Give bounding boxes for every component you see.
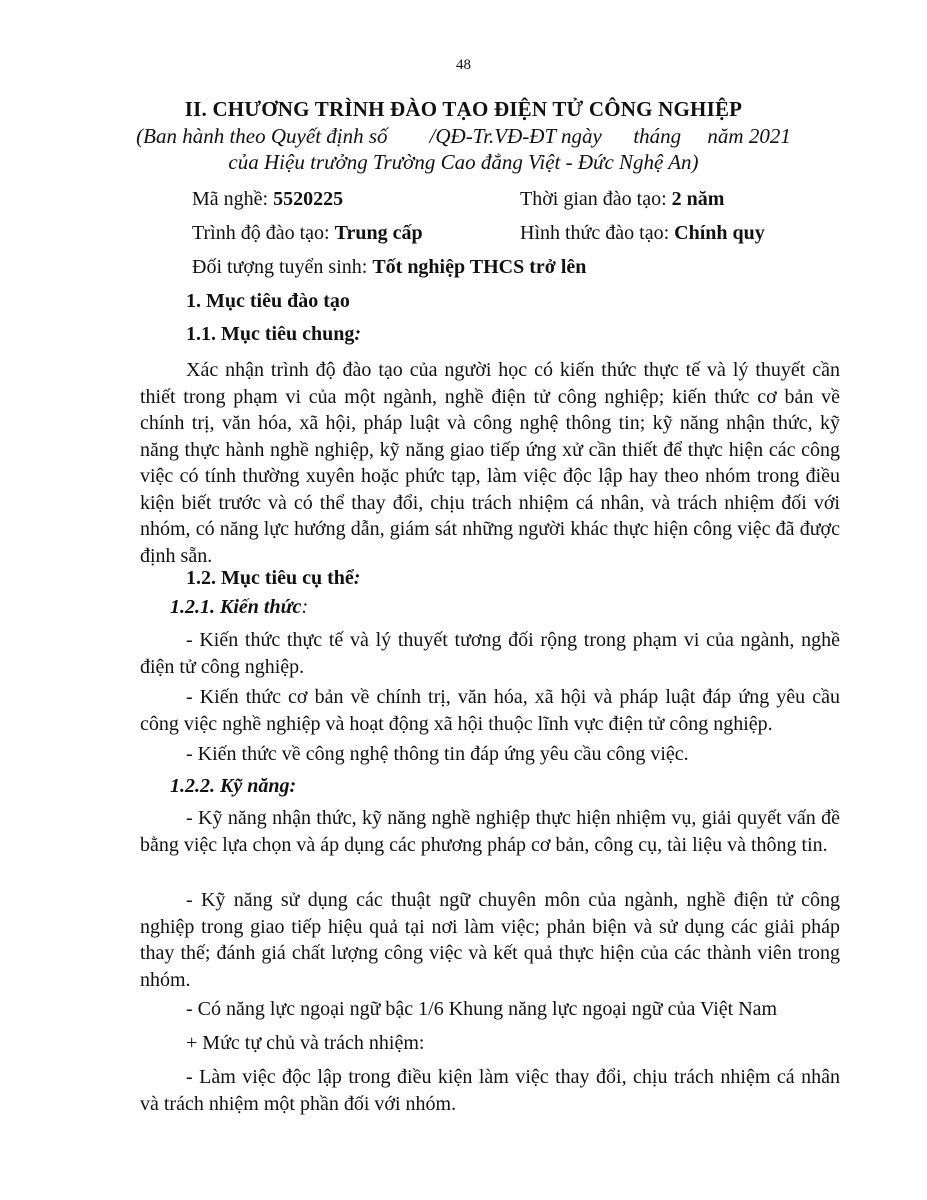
section-1-1-paragraph: Xác nhận trình độ đào tạo của người học có kiến thức thực tế và lý thuyết cần thiết trong phạm vi của một ngành, nghề điện tử công nghiệp; kiến thức cơ bản về chính trị, văn hóa, xã hội, pháp luật và công nghệ thông tin; kỹ năng nhận thức, kỹ năng thực hành nghề nghiệp, kỹ năng giao tiếp ứng xử cần thiết để thực hiện các công việc có tính thường xuyên hoặc phức tạp, làm việc độc lập hay theo nhóm trong điều kiện biết trước và có thể thay đổi, chịu trách nhiệm cá nhân, và trách nhiệm đối với nhóm, có năng lực hướng dẫn, giám sát những người khác thực hiện công việc đã được định sẵn. <box>140 359 840 567</box>
skill-item: - Kỹ năng nhận thức, kỹ năng nghề nghiệp thực hiện nhiệm vụ, giải quyết vấn đề bằng việc lựa chọn và áp dụng các phương pháp cơ bản, công cụ, tài liệu và thông tin. <box>140 807 840 856</box>
issued-by-line-1: (Ban hành theo Quyết định số /QĐ-Tr.VĐ-ĐT ngày tháng năm 2021 <box>136 124 791 148</box>
training-duration-value: 2 năm <box>671 188 725 210</box>
admission-target <box>192 256 586 279</box>
page-number: 48 <box>456 57 471 73</box>
skill-item: - Kỹ năng sử dụng các thuật ngữ chuyên môn của ngành, nghề điện tử công nghiệp trong giao tiếp hiệu quả tại nơi làm việc; phản biện và sử dụng các giải pháp thay thế; đánh giá chất lượng công việc và kết quả thực hiện của các thành viên trong nhóm. <box>140 889 840 991</box>
admission-target-value: Tốt nghiệp THCS trở lên <box>372 256 587 278</box>
training-level-value: Trung cấp <box>334 222 423 244</box>
knowledge-item: - Kiến thức cơ bản về chính trị, văn hóa, xã hội và pháp luật đáp ứng yêu cầu công việc nghề nghiệp và hoạt động xã hội thuộc lĩnh vực điện tử công nghiệp. <box>140 686 840 735</box>
document-title: II. CHƯƠNG TRÌNH ĐÀO TẠO ĐIỆN TỬ CÔNG NGHIỆP <box>184 97 743 121</box>
training-duration-label: Thời gian đào tạo: <box>520 188 672 210</box>
section-1-heading: 1. Mục tiêu đào tạo <box>186 290 350 312</box>
training-level <box>192 222 423 245</box>
knowledge-item: - Kiến thức thực tế và lý thuyết tương đối rộng trong phạm vi của ngành, nghề điện tử công nghiệp. <box>140 629 840 678</box>
knowledge-item: - Kiến thức về công nghệ thông tin đáp ứng yêu cầu công việc. <box>186 743 689 765</box>
autonomy-item: - Làm việc độc lập trong điều kiện làm việc thay đổi, chịu trách nhiệm cá nhân và trách nhiệm một phần đối với nhóm. <box>140 1066 840 1115</box>
training-form <box>520 222 765 245</box>
training-form-value: Chính quy <box>674 222 765 244</box>
section-1-2-1-heading: 1.2.1. Kiến thức: <box>170 596 309 618</box>
training-duration <box>520 188 724 211</box>
section-1-2-2-heading: 1.2.2. Kỹ năng: <box>170 775 297 797</box>
autonomy-heading: + Mức tự chủ và trách nhiệm: <box>186 1032 425 1054</box>
issued-by-line-2: của Hiệu trưởng Trường Cao đẳng Việt - Đức Nghệ An) <box>228 150 699 174</box>
occupation-code <box>192 188 343 211</box>
section-1-1-heading: 1.1. Mục tiêu chung: <box>186 323 362 345</box>
occupation-code-label: Mã nghề: <box>192 188 274 210</box>
admission-target-label: Đối tượng tuyển sinh: <box>192 256 373 278</box>
skill-item: - Có năng lực ngoại ngữ bậc 1/6 Khung năng lực ngoại ngữ của Việt Nam <box>186 998 778 1020</box>
occupation-code-value: 5520225 <box>273 188 344 210</box>
section-1-2-heading: 1.2. Mục tiêu cụ thể: <box>186 567 361 589</box>
training-level-label: Trình độ đào tạo: <box>192 222 335 244</box>
training-form-label: Hình thức đào tạo: <box>520 222 675 244</box>
